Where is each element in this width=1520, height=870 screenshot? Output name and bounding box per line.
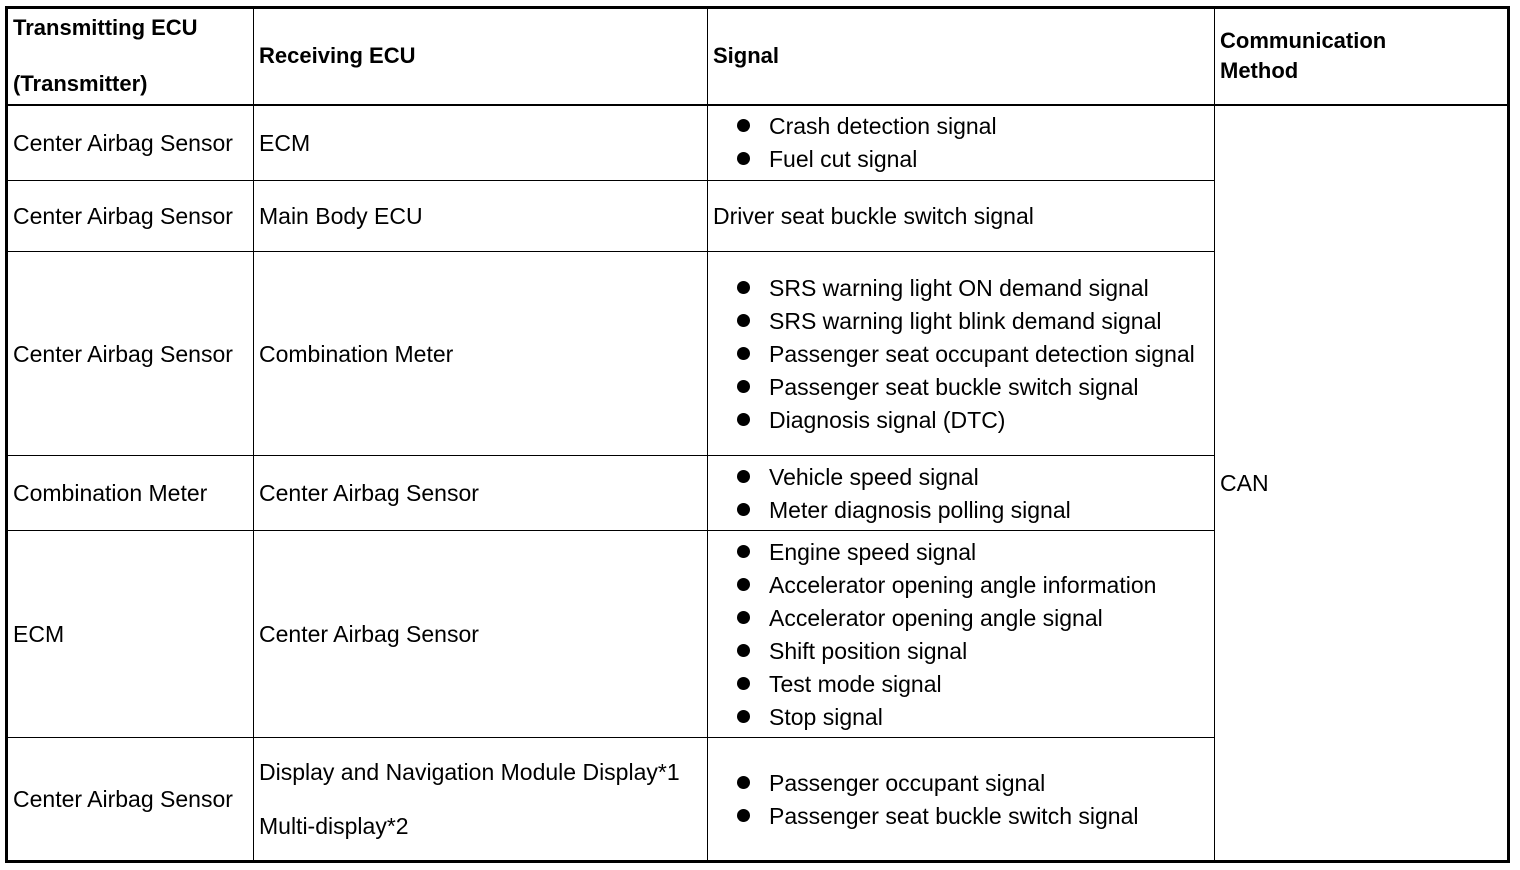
communication-table	[5, 6, 1510, 863]
transmitter-cell: Center Airbag Sensor	[7, 105, 254, 181]
bullet-icon	[737, 470, 750, 483]
signal-item: Stop signal	[733, 702, 1209, 732]
signal-item: Crash detection signal	[733, 111, 1209, 141]
bullet-icon	[737, 119, 750, 132]
bullet-icon	[737, 578, 750, 591]
receiver-cell	[254, 738, 708, 862]
signal-item: Test mode signal	[733, 669, 1209, 699]
receiver-cell: Combination Meter	[254, 252, 708, 456]
bullet-icon	[737, 677, 750, 690]
bullet-icon	[737, 503, 750, 516]
header-communication-method	[1215, 8, 1509, 105]
bullet-icon	[737, 413, 750, 426]
receiver-line2: Multi-display*2	[259, 813, 409, 839]
header-comm-line2: Method	[1220, 58, 1299, 84]
bullet-icon	[737, 380, 750, 393]
signal-list	[713, 273, 1209, 435]
bullet-icon	[737, 314, 750, 327]
bullet-icon	[737, 776, 750, 789]
signal-item: Vehicle speed signal	[733, 462, 1209, 492]
bullet-icon	[737, 281, 750, 294]
header-transmitting-ecu	[7, 8, 254, 105]
signal-item: Passenger seat occupant detection signal	[733, 339, 1209, 369]
signal-cell: Driver seat buckle switch signal	[708, 181, 1215, 252]
signal-cell	[708, 738, 1215, 862]
transmitter-cell: Center Airbag Sensor	[7, 738, 254, 862]
transmitter-cell: ECM	[7, 531, 254, 738]
signal-item: Diagnosis signal (DTC)	[733, 405, 1209, 435]
signal-item: Accelerator opening angle information	[733, 570, 1209, 600]
header-row	[7, 8, 1509, 105]
signal-item: SRS warning light ON demand signal	[733, 273, 1209, 303]
bullet-icon	[737, 644, 750, 657]
receiver-cell: Main Body ECU	[254, 181, 708, 252]
signal-item: Engine speed signal	[733, 537, 1209, 567]
header-signal: Signal	[708, 8, 1215, 105]
signal-cell	[708, 105, 1215, 181]
signal-item: Passenger seat buckle switch signal	[733, 801, 1209, 831]
header-transmitting-line2: (Transmitter)	[13, 71, 148, 97]
bullet-icon	[737, 347, 750, 360]
receiver-cell: ECM	[254, 105, 708, 181]
header-transmitting-line1: Transmitting ECU	[13, 15, 198, 41]
signal-item: Meter diagnosis polling signal	[733, 495, 1209, 525]
signal-list	[713, 537, 1209, 732]
bullet-icon	[737, 545, 750, 558]
receiver-line1: Display and Navigation Module Display*1	[259, 759, 680, 785]
bullet-icon	[737, 611, 750, 624]
signal-cell	[708, 252, 1215, 456]
communication-method-cell: CAN	[1215, 105, 1509, 862]
signal-list	[713, 462, 1209, 525]
bullet-icon	[737, 152, 750, 165]
signal-item: Passenger occupant signal	[733, 768, 1209, 798]
signal-list	[713, 768, 1209, 831]
transmitter-cell: Center Airbag Sensor	[7, 181, 254, 252]
signal-item: SRS warning light blink demand signal	[733, 306, 1209, 336]
transmitter-cell: Combination Meter	[7, 456, 254, 531]
transmitter-cell: Center Airbag Sensor	[7, 252, 254, 456]
bullet-icon	[737, 809, 750, 822]
receiver-cell: Center Airbag Sensor	[254, 531, 708, 738]
signal-item: Accelerator opening angle signal	[733, 603, 1209, 633]
signal-cell	[708, 531, 1215, 738]
signal-cell	[708, 456, 1215, 531]
header-comm-line1: Communication	[1220, 28, 1387, 54]
signal-list	[713, 111, 1209, 174]
table-row	[7, 105, 1509, 181]
header-receiving-ecu: Receiving ECU	[254, 8, 708, 105]
signal-item: Fuel cut signal	[733, 144, 1209, 174]
bullet-icon	[737, 710, 750, 723]
signal-item: Shift position signal	[733, 636, 1209, 666]
receiver-cell: Center Airbag Sensor	[254, 456, 708, 531]
signal-item: Passenger seat buckle switch signal	[733, 372, 1209, 402]
